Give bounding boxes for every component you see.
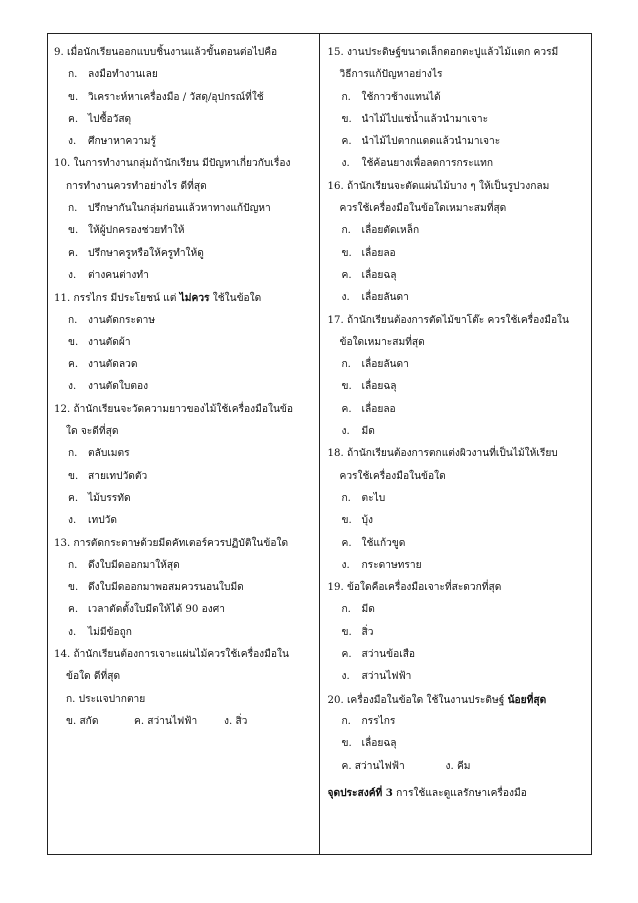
option-letter: ก. xyxy=(68,448,78,460)
option-text: ปรึกษากันในกลุ่มก่อนแล้วหาทางแก้ปัญหา xyxy=(88,203,271,215)
option-text: งานตัดผ้า xyxy=(88,336,131,348)
answer-option xyxy=(54,109,313,131)
option-letter: ก. xyxy=(68,203,78,215)
answer-option xyxy=(328,287,586,309)
answer-option xyxy=(54,64,313,86)
question-text-continued: ก. ประแจปากตาย xyxy=(66,693,146,705)
answer-option xyxy=(328,599,586,621)
answer-option xyxy=(328,666,586,688)
answer-option xyxy=(328,354,586,376)
option-text: ให้ผู้ปกครองช่วยทำให้ xyxy=(88,225,185,237)
answer-options-row xyxy=(54,711,313,733)
option-letter: ค. xyxy=(341,537,352,549)
option-letter: ง. xyxy=(341,158,350,170)
option-text: ต่างคนต่างทำ xyxy=(88,269,149,281)
option-letter: ข. xyxy=(68,91,79,103)
answer-option xyxy=(328,622,586,644)
question-text-continued: ข้อใด ดีที่สุด xyxy=(66,671,121,683)
answer-option xyxy=(328,243,586,265)
option-text: เลื่อยฉลุ xyxy=(361,269,397,281)
answer-option xyxy=(328,510,586,532)
answer-option xyxy=(328,421,586,443)
answer-option xyxy=(54,376,313,398)
option-letter: ก. xyxy=(341,715,351,727)
option-text: ใช้กาวช้างแทนได้ xyxy=(361,91,441,103)
option-text: ไม้บรรทัด xyxy=(88,492,131,504)
option-letter: ง. xyxy=(68,136,77,148)
section-heading-label: จุดประสงค์ที่ 3 xyxy=(327,786,393,799)
answer-option xyxy=(54,555,313,577)
option-letter: ข. xyxy=(341,738,352,750)
answer-option: ง. คีม xyxy=(445,760,471,772)
answer-option: ค. สว่านไฟฟ้า xyxy=(341,760,405,772)
option-text: สายเทปวัดตัว xyxy=(88,470,148,482)
question-text: 14. ถ้านักเรียนต้องการเจาะแผ่นไม้ควรใช้เครื่องมือใน xyxy=(54,649,289,661)
option-letter: ค. xyxy=(68,359,79,371)
answer-option xyxy=(328,533,586,555)
option-text: เลื่อยลันดา xyxy=(361,292,409,304)
answer-option xyxy=(328,399,586,421)
question-text: 17. ถ้านักเรียนต้องการตัดไม้ขาโต๊ะ ควรใช้เครื่องมือใน xyxy=(327,314,570,326)
option-letter: ง. xyxy=(341,671,350,683)
option-letter: ง. xyxy=(68,515,77,527)
answer-option xyxy=(328,265,586,287)
question-text-continued: ข้อใดเหมาะสมที่สุด xyxy=(339,336,425,348)
option-text: เลื่อยลันดา xyxy=(361,359,409,371)
option-text: ดึงใบมีดออกมาให้สุด xyxy=(88,559,180,571)
question-emphasis: ไม่ควร xyxy=(179,292,210,305)
option-text: ไปซื้อวัสดุ xyxy=(88,113,132,125)
option-letter: ค. xyxy=(341,269,352,281)
answer-option xyxy=(54,332,313,354)
option-text: สว่านข้อเสือ xyxy=(361,649,416,661)
option-letter: ข. xyxy=(341,515,352,527)
answer-option xyxy=(328,644,586,666)
option-letter: ข. xyxy=(341,626,352,638)
option-text: ศึกษาหาความรู้ xyxy=(88,136,156,148)
answer-option xyxy=(328,131,586,153)
option-text: ตลับเมตร xyxy=(88,448,130,460)
option-text: บุ้ง xyxy=(361,515,373,527)
option-text: ใช้ค้อนยางเพื่อลดการกระแทก xyxy=(361,158,494,170)
option-text: นำไม้ไปแช่น้ำแล้วนำมาเจาะ xyxy=(361,113,489,125)
option-letter: ค. xyxy=(68,113,79,125)
option-text: มีด xyxy=(361,426,375,438)
answer-option xyxy=(54,198,313,220)
option-letter: ค. xyxy=(341,136,352,148)
option-letter: ง. xyxy=(68,626,77,638)
option-letter: ข. xyxy=(68,225,79,237)
option-letter: ก. xyxy=(68,559,78,571)
answer-option: ค. สว่านไฟฟ้า xyxy=(134,715,198,727)
option-letter: ง. xyxy=(68,269,77,281)
option-letter: ก. xyxy=(68,314,78,326)
option-text: เลื่อยลอ xyxy=(361,403,396,415)
option-text: วิเคราะห์หาเครื่องมือ / วัสดุ/อุปกรณ์ที่ใช้ xyxy=(88,91,264,103)
answer-option xyxy=(54,310,313,332)
question-emphasis: น้อยที่สุด xyxy=(507,693,547,706)
option-letter: ก. xyxy=(341,225,351,237)
question-text-continued: ควรใช้เครื่องมือในข้อใด xyxy=(339,470,446,482)
option-letter: ก. xyxy=(341,492,351,504)
option-text: งานตัดใบตอง xyxy=(88,381,149,393)
answer-option xyxy=(54,243,313,265)
option-letter: ค. xyxy=(68,247,79,259)
option-letter: ข. xyxy=(341,113,352,125)
answer-option xyxy=(328,153,586,175)
answer-option xyxy=(328,376,586,398)
option-letter: ง. xyxy=(68,381,77,393)
right-column xyxy=(320,34,592,854)
question-text xyxy=(54,287,313,309)
option-letter: ค. xyxy=(341,649,352,661)
option-letter: ข. xyxy=(68,470,79,482)
option-letter: ง. xyxy=(341,292,350,304)
answer-option xyxy=(54,466,313,488)
answer-option xyxy=(54,87,313,109)
answer-option: ง. สิ่ว xyxy=(224,715,248,727)
question-text-continued: ใด จะดีที่สุด xyxy=(66,426,119,438)
question-text: 19. ข้อใดคือเครื่องมือเจาะที่สะดวกที่สุด xyxy=(327,582,502,594)
option-text: เทปวัด xyxy=(88,515,118,527)
option-text: ดึงใบมีดออกมาพอสมควรนอนใบมีด xyxy=(88,582,244,594)
option-letter: ข. xyxy=(68,336,79,348)
option-text: เวลาตัดตั้งใบมีดให้ได้ 90 องศา xyxy=(88,604,225,616)
option-text: งานตัดลวด xyxy=(88,359,138,371)
option-letter: ก. xyxy=(341,359,351,371)
option-text: ไม่มีข้อถูก xyxy=(88,626,132,638)
answer-option: ข. สกัด xyxy=(66,715,99,727)
option-text: สว่านไฟฟ้า xyxy=(361,671,412,683)
answer-option xyxy=(54,510,313,532)
answer-option xyxy=(328,109,586,131)
question-text-part: ใช้ในข้อใด xyxy=(209,293,262,305)
option-letter: ก. xyxy=(341,91,351,103)
answer-option xyxy=(54,265,313,287)
question-text-continued: วิธีการแก้ปัญหาอย่างไร xyxy=(339,69,443,81)
answer-option xyxy=(54,220,313,242)
question-text-continued: การทำงานควรทำอย่างไร ดีที่สุด xyxy=(66,180,207,192)
question-text: 10. ในการทำงานกลุ่มถ้านักเรียน มีปัญหาเกี่ยวกับเรื่อง xyxy=(54,158,291,170)
question-text-continued: ควรใช้เครื่องมือในข้อใดเหมาะสมที่สุด xyxy=(339,203,507,215)
option-text: งานตัดกระดาษ xyxy=(88,314,156,326)
option-text: เลื่อยลอ xyxy=(361,247,396,259)
answer-option xyxy=(54,488,313,510)
left-column xyxy=(48,34,320,854)
answer-option xyxy=(54,622,313,644)
option-text: นำไม้ไปตากแดดแล้วนำมาเจาะ xyxy=(361,136,501,148)
option-letter: ค. xyxy=(68,604,79,616)
option-text: มีด xyxy=(361,604,375,616)
question-text: 15. งานประดิษฐ์ขนาดเล็กตอกตะปูแล้วไม้แตก ควรมี xyxy=(327,47,559,58)
option-letter: ข. xyxy=(341,247,352,259)
option-letter: ง. xyxy=(341,559,350,571)
answer-options-row xyxy=(328,756,586,778)
option-letter: ก. xyxy=(68,69,78,81)
question-text-part: 20. เครื่องมือในข้อใด ใช้ในงานประดิษฐ์ xyxy=(327,694,508,706)
answer-option xyxy=(328,220,586,242)
answer-option xyxy=(328,733,586,755)
section-heading xyxy=(328,782,586,804)
question-text xyxy=(328,689,586,711)
answer-option xyxy=(54,443,313,465)
option-text: ลงมือทำงานเลย xyxy=(88,69,158,81)
option-text: กระดาษทราย xyxy=(361,559,422,571)
option-letter: ข. xyxy=(68,582,79,594)
answer-option xyxy=(54,577,313,599)
option-text: สิ่ว xyxy=(361,626,374,638)
answer-option xyxy=(328,87,586,109)
question-text: 16. ถ้านักเรียนจะตัดแผ่นไม้บาง ๆ ให้เป็นรูปวงกลม xyxy=(327,180,550,192)
answer-option xyxy=(54,354,313,376)
option-text: ใช้แก้วขูด xyxy=(361,537,406,549)
option-letter: ข. xyxy=(341,381,352,393)
option-text: ปรึกษาครูหรือให้ครูทำให้ดู xyxy=(88,247,204,259)
section-heading-text: การใช้และดูแลรักษาเครื่องมือ xyxy=(392,787,527,799)
answer-option xyxy=(328,711,586,733)
option-text: เลื่อยฉลุ xyxy=(361,738,397,750)
option-text: เลื่อยฉลุ xyxy=(361,381,397,393)
option-text: ตะไบ xyxy=(361,492,386,504)
question-text: 12. ถ้านักเรียนจะวัดความยาวของไม้ใช้เครื่องมือในข้อ xyxy=(54,403,294,415)
option-letter: ค. xyxy=(341,403,352,415)
option-text: เลื่อยตัดเหล็ก xyxy=(361,225,420,237)
exam-sheet xyxy=(47,33,592,855)
option-letter: ค. xyxy=(68,492,79,504)
option-text: กรรไกร xyxy=(361,715,396,727)
option-letter: ง. xyxy=(341,426,350,438)
option-letter: ก. xyxy=(341,604,351,616)
answer-option xyxy=(328,555,586,577)
answer-option xyxy=(54,599,313,621)
question-text: 9. เมื่อนักเรียนออกแบบชิ้นงานแล้วขั้นตอนต่อไปคือ xyxy=(54,47,278,58)
question-text: 18. ถ้านักเรียนต้องการตกแต่งผิวงานที่เป็นไม้ให้เรียบ xyxy=(327,448,558,460)
answer-option xyxy=(54,131,313,153)
answer-option xyxy=(328,488,586,510)
question-text-part: 11. กรรไกร มีประโยชน์ แต่ xyxy=(54,293,180,305)
question-text: 13. การตัดกระดาษด้วยมีดคัทเตอร์ควรปฏิบัติในข้อใด xyxy=(54,537,289,549)
